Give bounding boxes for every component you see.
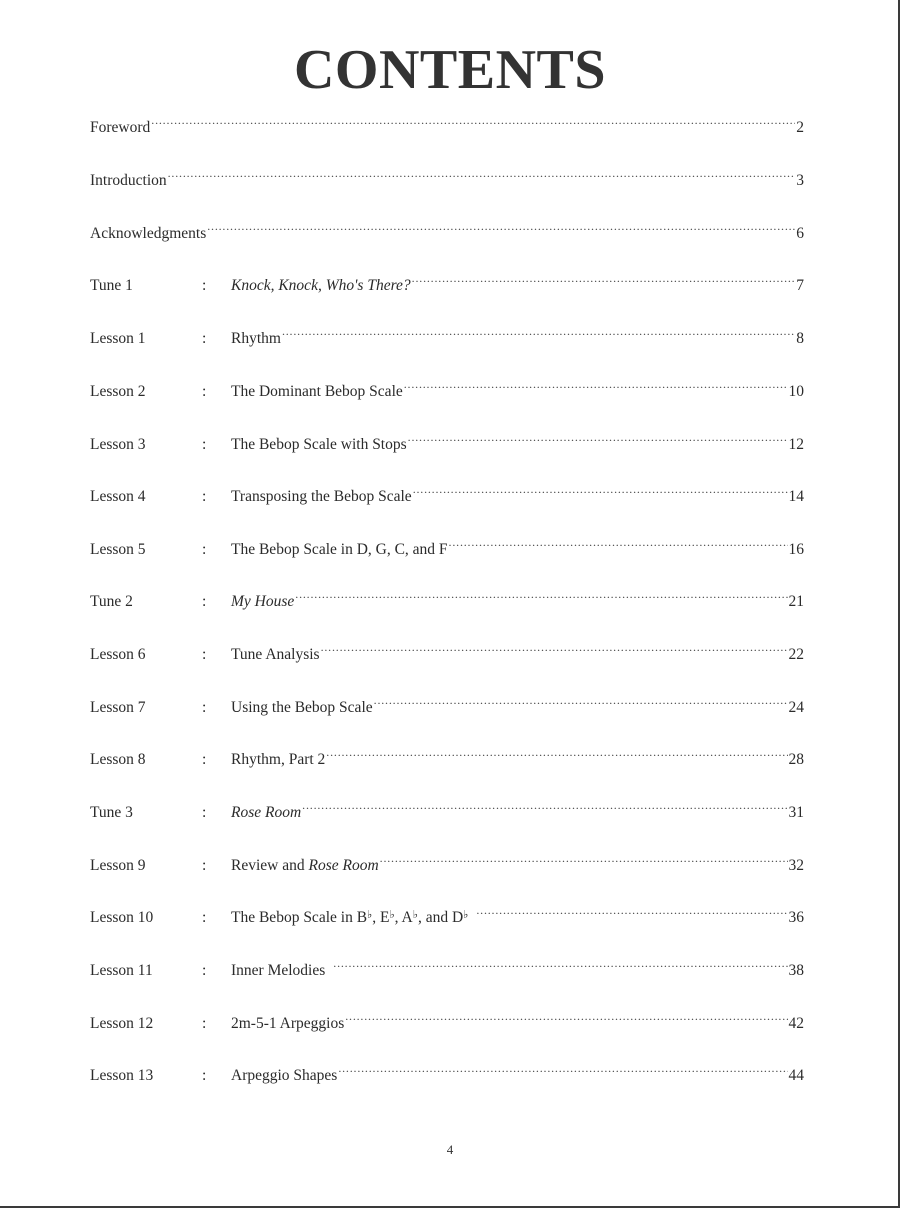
toc-row-lesson-7[interactable] <box>90 688 804 716</box>
entry-title-part: The Bebop Scale in B <box>231 909 368 926</box>
dot-leader <box>326 740 787 764</box>
entry-colon: : <box>202 277 207 294</box>
page-number: 44 <box>788 1067 804 1084</box>
entry-colon: : <box>202 962 207 979</box>
page-number: 22 <box>788 646 804 663</box>
dot-leader <box>321 635 788 659</box>
dot-leader <box>338 1056 787 1080</box>
entry-colon: : <box>202 383 207 400</box>
entry-label: Lesson 5 <box>90 541 146 558</box>
entry-label: Lesson 2 <box>90 383 146 400</box>
toc-row-acknowledgments[interactable] <box>90 214 804 242</box>
entry-label: Lesson 11 <box>90 962 153 979</box>
page-number: 8 <box>796 330 804 347</box>
dot-leader <box>302 793 787 817</box>
toc-row-lesson-8[interactable] <box>90 740 804 768</box>
entry-title <box>231 854 379 878</box>
entry-colon: : <box>202 330 207 347</box>
flat-sign: ♭ <box>367 909 373 921</box>
entry-title: Foreword <box>90 119 151 136</box>
toc-row-lesson-11[interactable] <box>90 951 804 979</box>
footer-page-number: 4 <box>446 1142 454 1157</box>
entry-label: Lesson 12 <box>90 1015 154 1032</box>
toc-row-lesson-2[interactable] <box>90 372 804 400</box>
entry-colon: : <box>202 804 207 821</box>
entry-title: Introduction <box>90 172 167 189</box>
page-number: 2 <box>796 119 804 136</box>
toc-row-lesson-1[interactable] <box>90 319 804 347</box>
entry-label: Lesson 13 <box>90 1067 154 1084</box>
entry-colon: : <box>202 541 207 558</box>
entry-colon: : <box>202 488 207 505</box>
entry-label: Lesson 6 <box>90 646 146 663</box>
entry-title: My House <box>231 593 295 610</box>
entry-title-part: , A <box>394 909 413 926</box>
entry-label: Lesson 1 <box>90 330 146 347</box>
page-number: 32 <box>788 857 804 874</box>
toc-row-lesson-3[interactable] <box>90 425 804 453</box>
entry-title: Knock, Knock, Who's There? <box>231 277 411 294</box>
dot-leader <box>449 530 788 554</box>
entry-label: Lesson 3 <box>90 436 146 453</box>
entry-title <box>231 903 468 930</box>
entry-title: Transposing the Bebop Scale <box>231 488 412 505</box>
page-title: CONTENTS <box>293 39 607 101</box>
dot-leader <box>408 425 788 449</box>
toc-row-lesson-10[interactable] <box>90 898 804 926</box>
entry-label: Tune 3 <box>90 804 133 821</box>
entry-title: Rhythm, Part 2 <box>231 751 326 768</box>
entry-title: Acknowledgments <box>90 225 207 242</box>
toc-row-lesson-4[interactable] <box>90 477 804 505</box>
page-number: 24 <box>788 699 804 716</box>
entry-title: Tune Analysis <box>231 646 320 663</box>
dot-leader <box>333 951 787 975</box>
entry-label: Tune 1 <box>90 277 133 294</box>
entry-title: Rhythm <box>231 330 281 347</box>
toc-row-lesson-12[interactable] <box>90 1004 804 1032</box>
page-number: 21 <box>788 593 804 610</box>
flat-sign: ♭ <box>463 909 469 921</box>
entry-colon: : <box>202 593 207 610</box>
dot-leader <box>476 898 787 922</box>
page-number: 12 <box>788 436 804 453</box>
entry-title-part: , and D <box>417 909 464 926</box>
toc-row-foreword[interactable] <box>90 108 804 136</box>
entry-label: Tune 2 <box>90 593 133 610</box>
entry-title: The Bebop Scale in D, G, C, and F <box>231 541 448 558</box>
dot-leader <box>413 477 788 501</box>
page-number: 14 <box>788 488 804 505</box>
entry-colon: : <box>202 857 207 874</box>
flat-sign: ♭ <box>412 909 418 921</box>
dot-leader <box>207 214 795 238</box>
dot-leader <box>380 846 788 870</box>
flat-sign: ♭ <box>389 909 395 921</box>
entry-title: Using the Bebop Scale <box>231 699 373 716</box>
dot-leader <box>282 319 795 343</box>
entry-colon: : <box>202 646 207 663</box>
entry-label: Lesson 4 <box>90 488 146 505</box>
dot-leader <box>412 266 796 290</box>
page-number: 38 <box>788 962 804 979</box>
entry-title: The Bebop Scale with Stops <box>231 436 407 453</box>
entry-title: Rose Room <box>231 804 302 821</box>
dot-leader <box>168 161 796 185</box>
toc-row-tune-2[interactable] <box>90 582 804 610</box>
entry-colon: : <box>202 751 207 768</box>
entry-colon: : <box>202 436 207 453</box>
entry-colon: : <box>202 1015 207 1032</box>
page-number: 7 <box>796 277 804 294</box>
entry-title-italic: Rose Room <box>308 857 379 874</box>
entry-title-plain: Review and <box>231 857 309 874</box>
entry-label: Lesson 7 <box>90 699 146 716</box>
page-number: 28 <box>788 751 804 768</box>
entry-title-part: , E <box>372 909 390 926</box>
toc-row-lesson-6[interactable] <box>90 635 804 663</box>
toc-row-lesson-9[interactable] <box>90 846 804 874</box>
dot-leader <box>295 582 787 606</box>
page-number: 3 <box>796 172 804 189</box>
entry-colon: : <box>202 1067 207 1084</box>
page-number: 31 <box>788 804 804 821</box>
toc-row-introduction[interactable] <box>90 161 804 189</box>
entry-title: Inner Melodies <box>231 962 326 979</box>
page-number: 10 <box>788 383 804 400</box>
dot-leader <box>404 372 788 396</box>
dot-leader <box>345 1004 787 1028</box>
page-number: 42 <box>788 1015 804 1032</box>
entry-label: Lesson 8 <box>90 751 146 768</box>
dot-leader <box>151 108 795 132</box>
page-number: 6 <box>796 225 804 242</box>
entry-title: The Dominant Bebop Scale <box>231 383 403 400</box>
toc-row-tune-1[interactable] <box>90 266 804 294</box>
entry-label: Lesson 9 <box>90 857 146 874</box>
entry-title: 2m-5-1 Arpeggios <box>231 1015 345 1032</box>
dot-leader <box>374 688 788 712</box>
entry-colon: : <box>202 909 207 926</box>
page-number: 16 <box>788 541 804 558</box>
toc-row-tune-3[interactable] <box>90 793 804 821</box>
entry-title: Arpeggio Shapes <box>231 1067 338 1084</box>
toc-row-lesson-13[interactable] <box>90 1056 804 1084</box>
page-number: 36 <box>788 909 804 926</box>
entry-label: Lesson 10 <box>90 909 154 926</box>
toc-row-lesson-5[interactable] <box>90 530 804 558</box>
entry-colon: : <box>202 699 207 716</box>
